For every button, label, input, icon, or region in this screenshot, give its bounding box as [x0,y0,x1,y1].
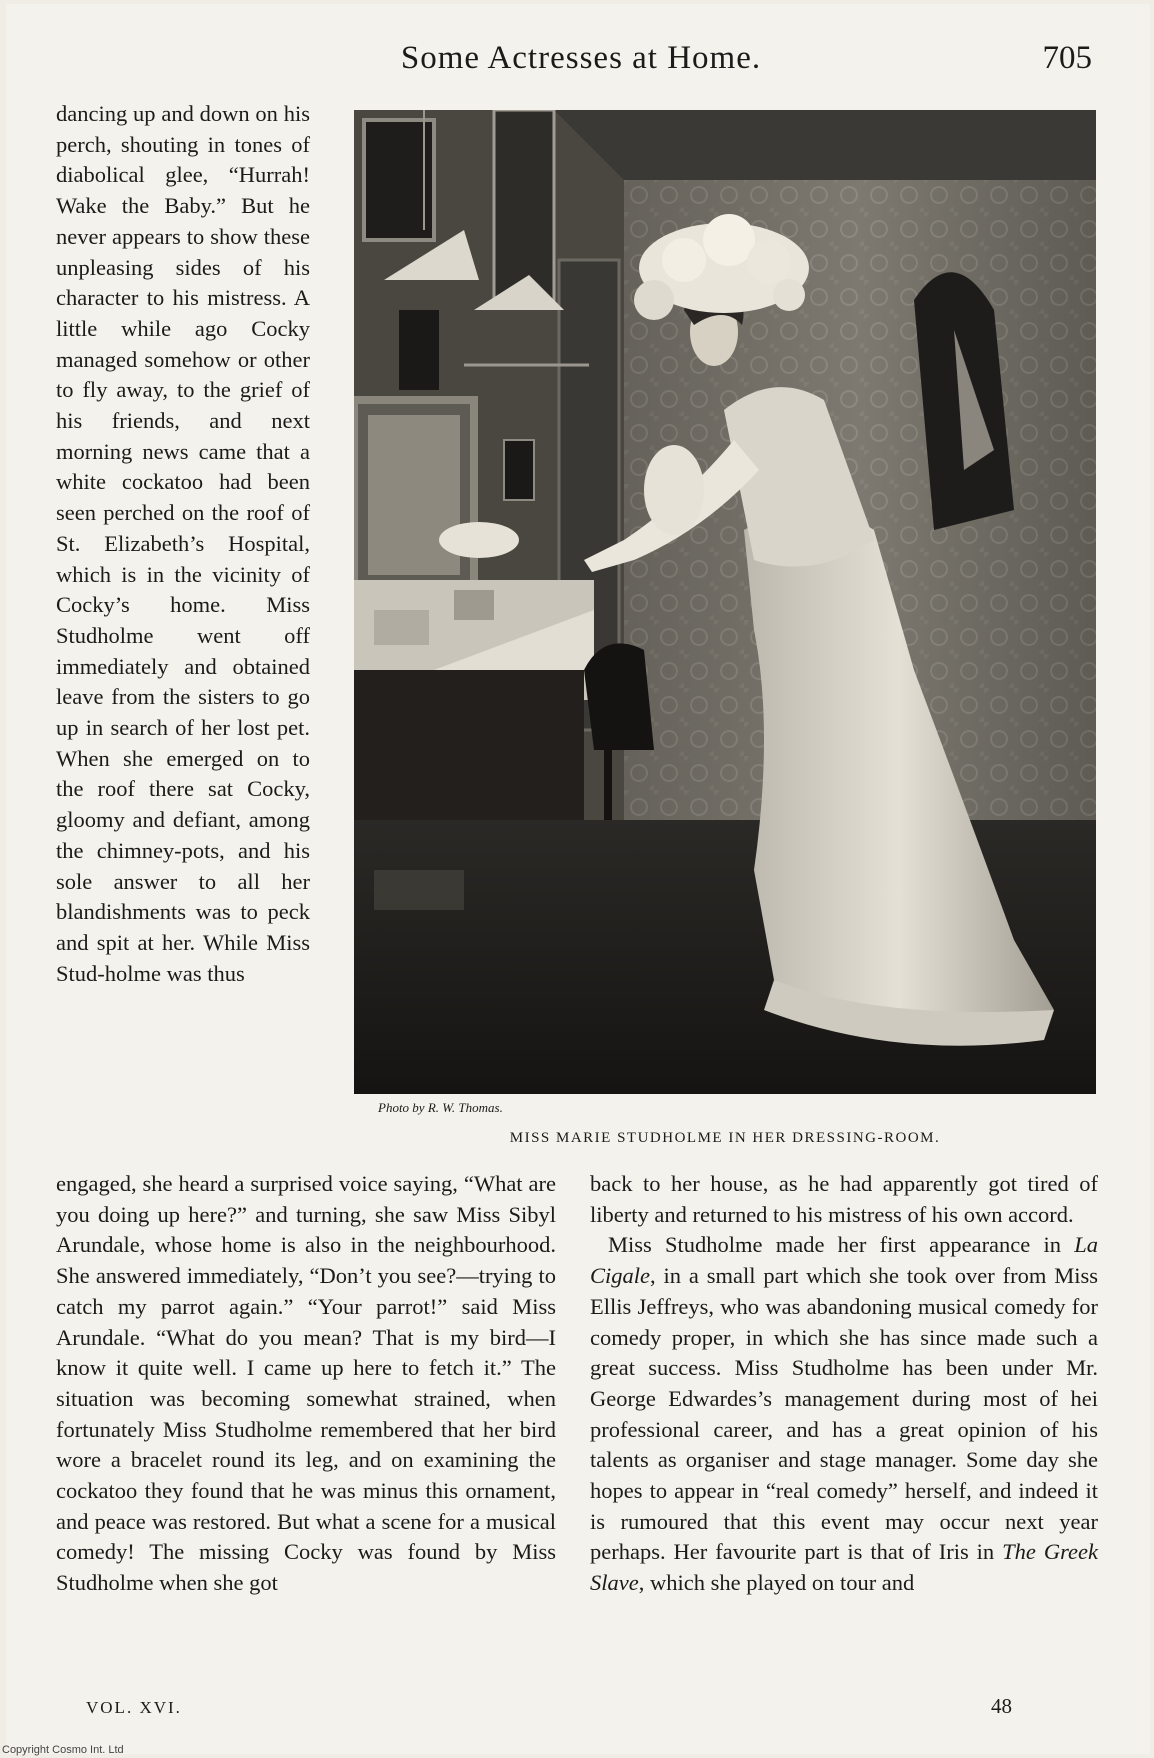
photograph-illustration [354,110,1096,1094]
photo-credit: Photo by R. W. Thomas. [378,1100,503,1115]
play-title: La Cigale [590,1232,1098,1289]
right-column-text [590,1169,1098,1599]
signature-mark: 48 [991,1694,1012,1718]
figure-caption: MISS MARIE STUDHOLME IN HER DRESSING-ROOM. [509,1130,941,1146]
text-run: Miss Studholme made her first appearance in [608,1232,1075,1258]
paragraph [590,1230,1098,1598]
magazine-page [6,4,1150,1754]
text-run: , in a small part which she took over from Miss Ellis Jeffreys, who was abandoning musical comedy for comedy proper, in which she has since made such a great success. Miss Studholme has been under Mr. George Edwardes’s management during most of hei professional career, and has a great opinion of his talents as organiser and stage manager. Some day she hopes to appear in “real comedy” herself, and indeed it is rumoured that this event may occur next year perhaps. Her favourite part is that of Iris in [590,1263,1098,1565]
copyright-notice: Copyright Cosmo Int. Ltd [2,1744,124,1756]
volume-number: VOL. XVI. [86,1698,182,1717]
paragraph: dancing up and down on his perch, shouting in tones of diabolical glee, “Hurrah! Wake the Baby.” But he never appears to show these unpleasing sides of his character to his mistress. A little while ago Cocky managed somehow or other to fly away, to the grief of his friends, and next morning news came that a white cockatoo had been seen perched on the roof of St. Elizabeth’s Hospital, which is in the vicinity of Cocky’s home. Miss Studholme went off immediately and obtained leave from the sisters to go up in search of her lost pet. When she emerged on to the roof there sat Cocky, gloomy and defiant, among the chimney-pots, and his sole answer to all her blandishments was to peck and spit at her. While Miss Stud-holme was thus [56,101,310,986]
text-run: , which she played on tour and [638,1570,915,1596]
photograph [354,110,1096,1094]
paragraph: engaged, she heard a surprised voice saying, “What are you doing up here?” and turning, she saw Miss Sibyl Arundale, whose home is also in the neighbourhood. She answered immediately, “Don’t you see?—trying to catch my parrot again.” “Your parrot!” said Miss Arundale. “What do you mean? That is my bird—I know it quite well. I came up here to fetch it.” The situation was becoming somewhat strained, when fortunately Miss Studholme remembered that her bird wore a bracelet round its leg, and on examining the cockatoo they found that he was minus this ornament, and peace was restored. But what a scene for a musical comedy! The missing Cocky was found by Miss Studholme when she got [56,1171,556,1596]
play-title: The Greek Slave [590,1539,1098,1596]
paragraph: back to her house, as he had apparently got tired of liberty and returned to his mistress of his own accord. [590,1171,1098,1227]
running-title: Some Actresses at Home. [400,40,762,76]
page-number: 705 [1042,40,1092,76]
left-column-text-bottom [56,1169,556,1599]
left-column-text-top [56,99,310,989]
running-head [6,40,1150,90]
